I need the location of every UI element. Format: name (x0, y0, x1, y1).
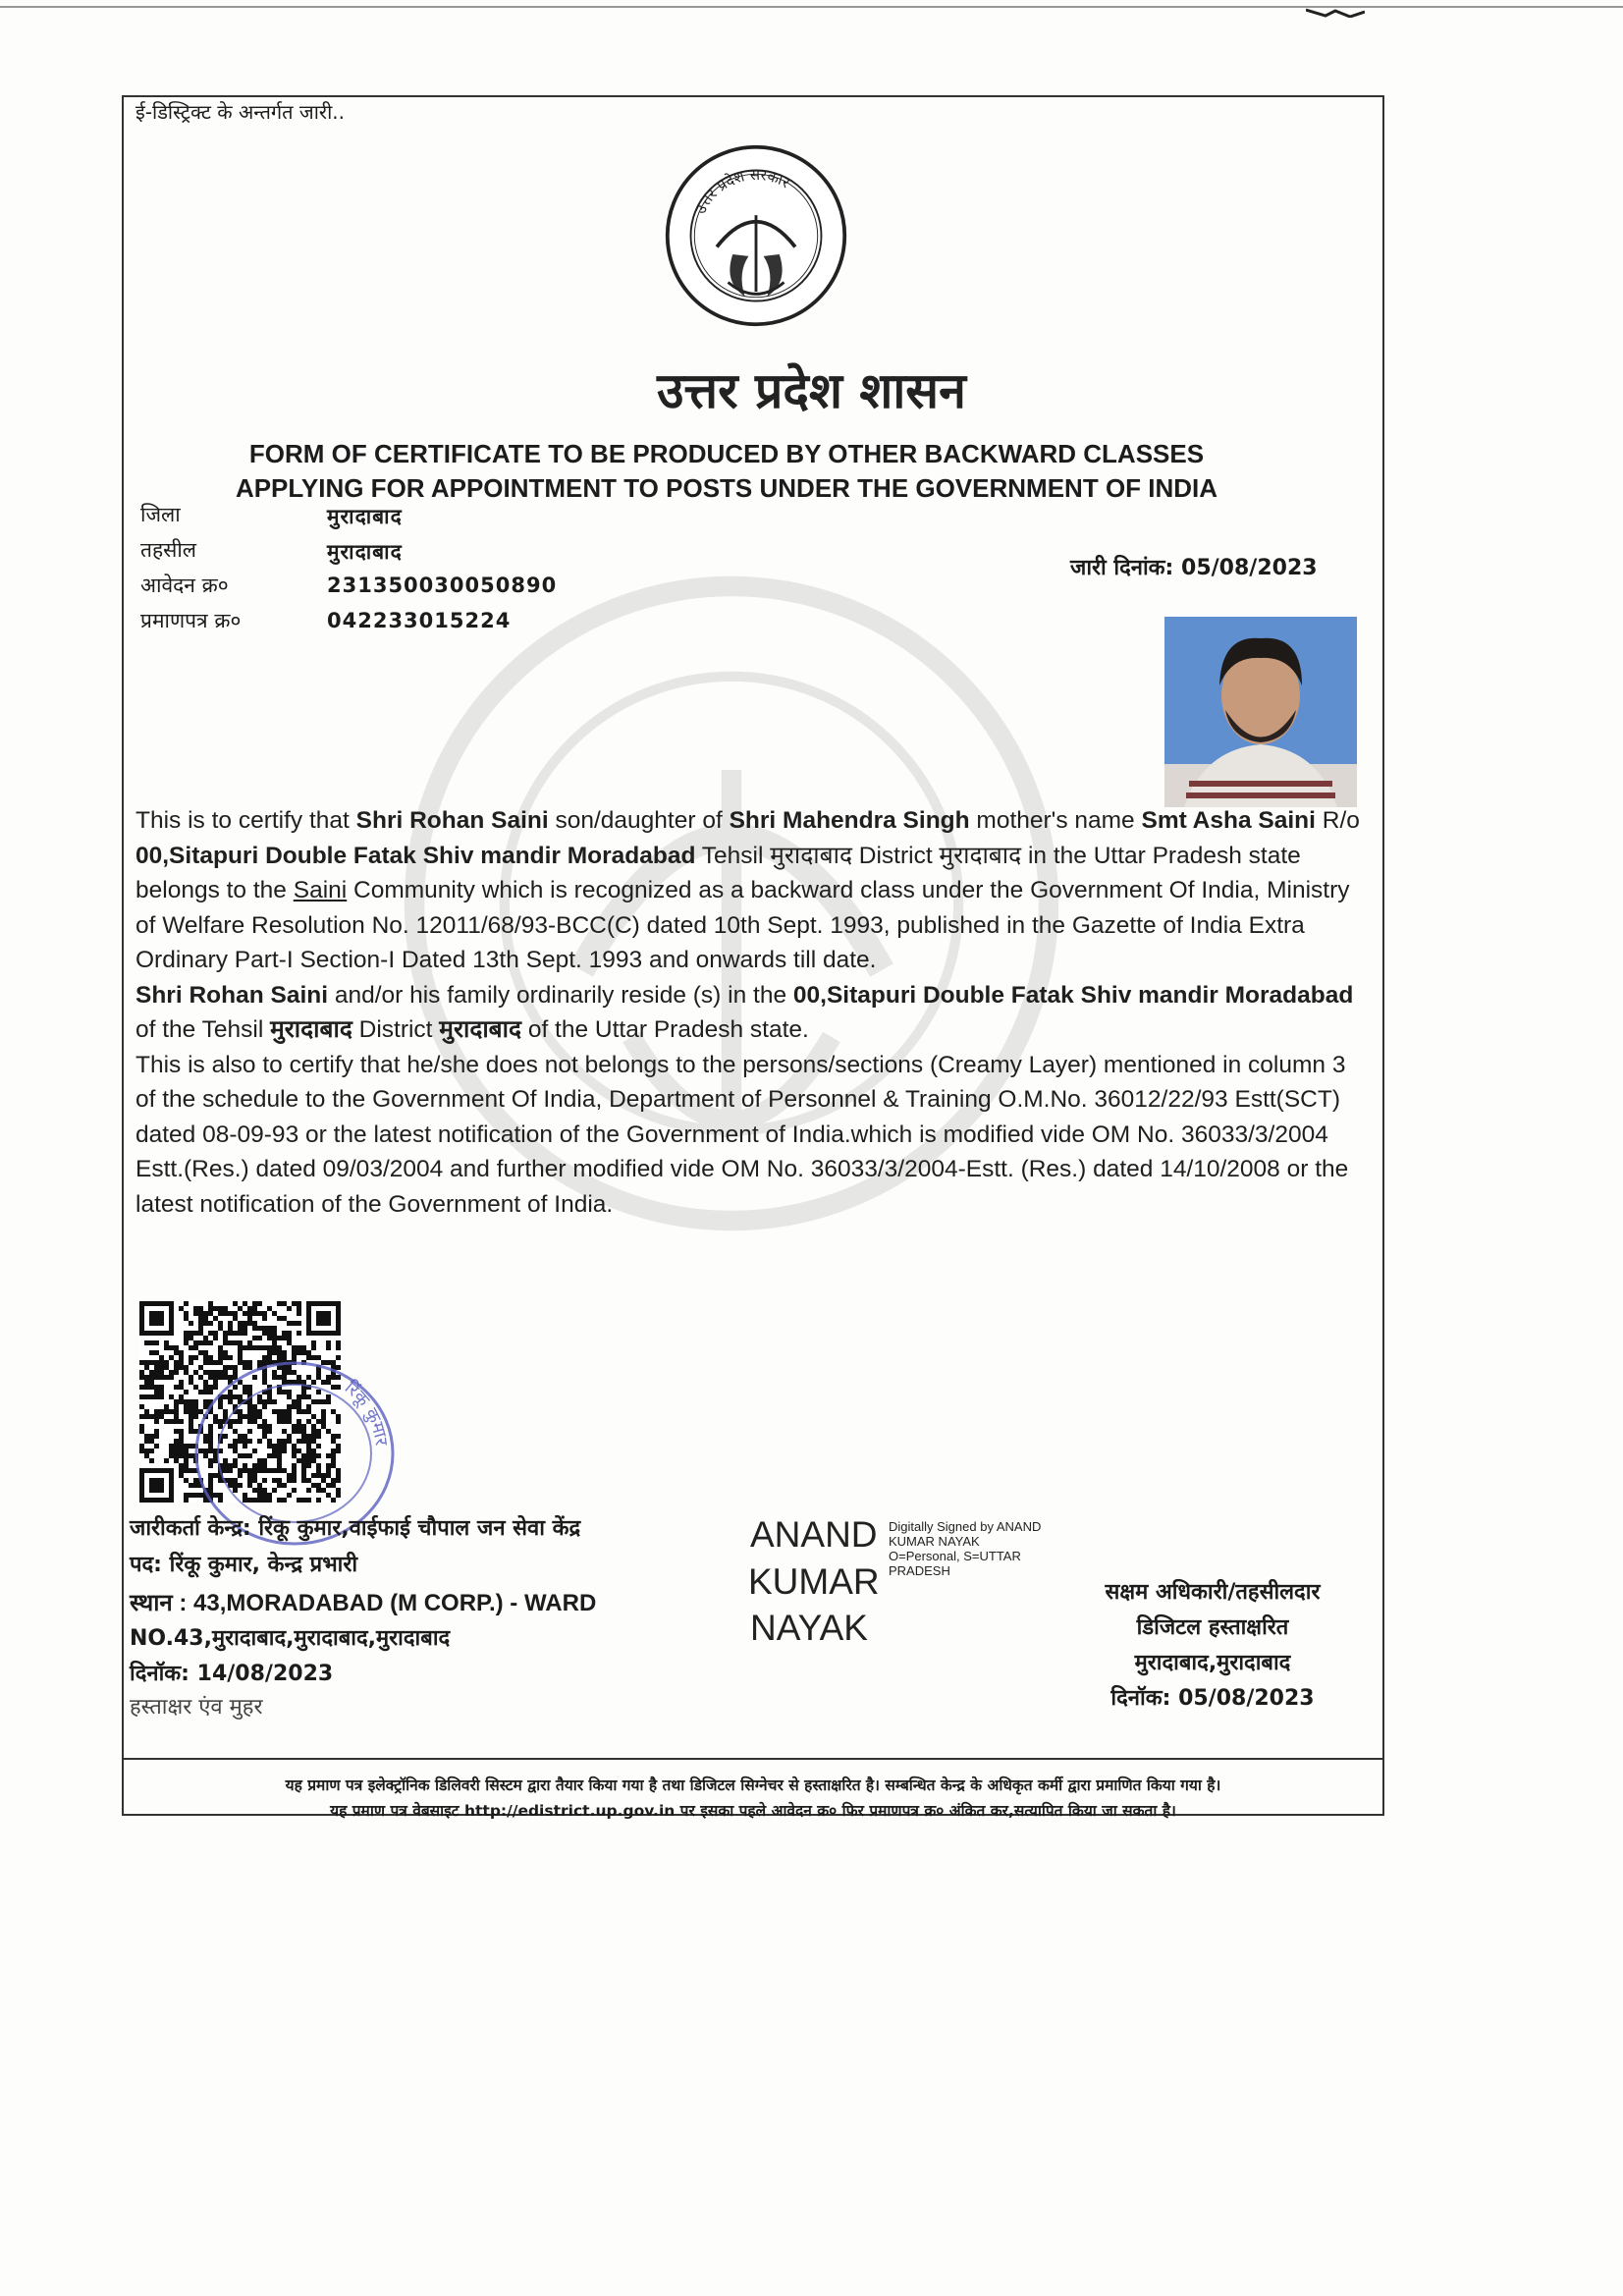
issuer-place-line1: स्थान : 43,MORADABAD (M CORP.) - WARD (130, 1590, 597, 1616)
issue-date (1070, 552, 1318, 581)
certificate-body (135, 803, 1363, 1222)
issuer-place-line2: NO.43,मुरादाबाद,मुरादाबाद,मुरादाबाद (130, 1626, 451, 1651)
person-name: Shri Rohan Saini (355, 807, 549, 834)
district-label: जिला (140, 503, 181, 526)
tehsil-label: तहसील (140, 538, 196, 562)
digital-signature-details (889, 1519, 1041, 1578)
application-no-value: 231350030050890 (327, 574, 558, 597)
signer-name-line3: NAYAK (750, 1608, 868, 1648)
body-text-run: and/or his family ordinarily reside (s) in the (328, 981, 793, 1009)
footer-divider (122, 1758, 1384, 1760)
title-hindi: उत्तर प्रदेश शासन (657, 361, 966, 419)
issuer-date-label: दिनॉक: (130, 1662, 189, 1686)
body-text-run: son/daughter of (548, 807, 730, 834)
issuer-centre: जारीकर्ता केन्द्र: रिंकू कुमार,वाईफाई चौपाल जन सेवा केंद्र (130, 1516, 581, 1541)
residence-address-2: 00,Sitapuri Double Fatak Shiv mandir Moradabad (792, 981, 1354, 1009)
authority-location: मुरादाबाद,मुरादाबाद (1134, 1651, 1291, 1675)
scan-mark (1306, 8, 1365, 18)
certificate-no-value: 042233015224 (327, 609, 512, 632)
body-text-run: of the Uttar Pradesh state. (521, 1016, 809, 1043)
authority-date-label: दिनॉक: (1110, 1686, 1171, 1711)
signer-name-line2: KUMAR (748, 1561, 880, 1602)
mother-name: Smt Asha Saini (1141, 807, 1316, 834)
emblem-text: उत्तर प्रदेश सरकार (691, 165, 793, 217)
body-text-run: of the Tehsil (135, 1016, 271, 1043)
body-text-run: This is to certify that (135, 807, 356, 834)
father-name: Shri Mahendra Singh (729, 807, 970, 834)
issuer-date-value: 14/08/2023 (196, 1662, 334, 1686)
body-text-run: District (352, 1016, 440, 1043)
person-name-2: Shri Rohan Saini (135, 981, 329, 1009)
stamp-text: रिंकू कुमार (340, 1377, 392, 1448)
signer-name-line1: ANAND (750, 1514, 878, 1555)
title-english-line1: FORM OF CERTIFICATE TO BE PRODUCED BY OTHER BACKWARD CLASSES (248, 439, 1205, 468)
sign-and-seal-note: हस्ताक्षर एंव मुहर (130, 1695, 263, 1720)
body-paragraph-3: This is also to certify that he/she does not belongs to the persons/sections (Creamy Layer) mentioned in column 3 of the schedule to the Government Of India, Department of Personnel & Training O.M.No. 36012/22/93 Estt(SCT) dated 08-09-93 or the latest notification of the Government of India.which is modified vide OM No. 36033/3/2004 Estt.(Res.) dated 09/03/2004 and further modified vide OM No. 36033/3/2004-Estt. (Res.) dated 14/10/2008 or the latest notification of the Government of India. (135, 1051, 1349, 1218)
issuer-designation: पद: रिंकू कुमार, केन्द्र प्रभारी (130, 1553, 358, 1577)
body-paragraph-2 (135, 978, 1363, 1048)
footer-line1: यह प्रमाण पत्र इलेक्ट्रॉनिक डिलिवरी सिस्टम द्वारा तैयार किया गया है तथा डिजिटल सिग्नेचर से हस्ताक्षरित है। सम्बन्धित केन्द्र के अधिकृत कर्मी द्वारा प्रमाणित किया गया है। (285, 1777, 1221, 1794)
application-no-label: आवेदन क्र० (140, 574, 229, 597)
tehsil-name: मुरादाबाद (270, 1016, 352, 1043)
body-text-run: mother's name (969, 807, 1142, 834)
applicant-photo (1164, 617, 1357, 807)
signature-detail-line: O=Personal, S=UTTAR (889, 1549, 1021, 1563)
header-note: ई-डिस्ट्रिक्ट के अन्तर्गत जारी.. (135, 100, 345, 124)
authority-title: सक्षम अधिकारी/तहसीलदार (1105, 1580, 1321, 1605)
signature-detail-line: PRADESH (889, 1563, 950, 1578)
footer-line2: यह प्रमाण पत्र वेबसाइट http://edistrict.up.gov.in पर इसका पहले आवेदन क्र० फिर प्रमाणपत्र क्र० अंकित कर,सत्यापित किया जा सकता है। (330, 1802, 1176, 1820)
tehsil-value: मुरादाबाद (327, 540, 403, 564)
district-name: मुरादाबाद (439, 1016, 522, 1043)
title-english-line2: APPLYING FOR APPOINTMENT TO POSTS UNDER THE GOVERNMENT OF INDIA (235, 473, 1218, 503)
body-paragraph-1 (135, 803, 1363, 978)
scan-edge-line (0, 6, 1623, 8)
up-government-emblem (663, 142, 849, 329)
authority-date (1051, 1682, 1375, 1712)
body-text-run: Community which is recognized as a backward class under the Government Of India, Ministry of Welfare Resolution No. 12011/68/93-BCC(C) dated 10th Sept. 1993, published in the Gazette of India Extra Ordinary Part-I Section-I Dated 13th Sept. 1993 and onwards till date. (135, 877, 1350, 973)
svg-text:रिंकू कुमार (341, 1377, 392, 1448)
authority-date-value: 05/08/2023 (1178, 1686, 1315, 1711)
issue-date-label: जारी दिनांक: (1070, 556, 1174, 580)
authority-digital-signed: डिजिटल हस्ताक्षरित (1136, 1615, 1289, 1640)
signature-detail-line: KUMAR NAYAK (889, 1534, 980, 1549)
body-text-run: R/o (1315, 807, 1360, 834)
residence-address: 00,Sitapuri Double Fatak Shiv mandir Moradabad (135, 842, 696, 869)
signature-detail-line: Digitally Signed by ANAND (889, 1519, 1042, 1534)
issue-date-value: 05/08/2023 (1181, 556, 1318, 580)
community-name: Saini (293, 877, 348, 903)
body-text-run: Tehsil मुरादाबाद District मुरादाबाद in the Uttar Pradesh state belongs to the (135, 842, 1301, 903)
certificate-no-label: प्रमाणपत्र क्र० (140, 609, 242, 632)
district-value: मुरादाबाद (327, 505, 403, 528)
issuer-date (130, 1658, 333, 1687)
